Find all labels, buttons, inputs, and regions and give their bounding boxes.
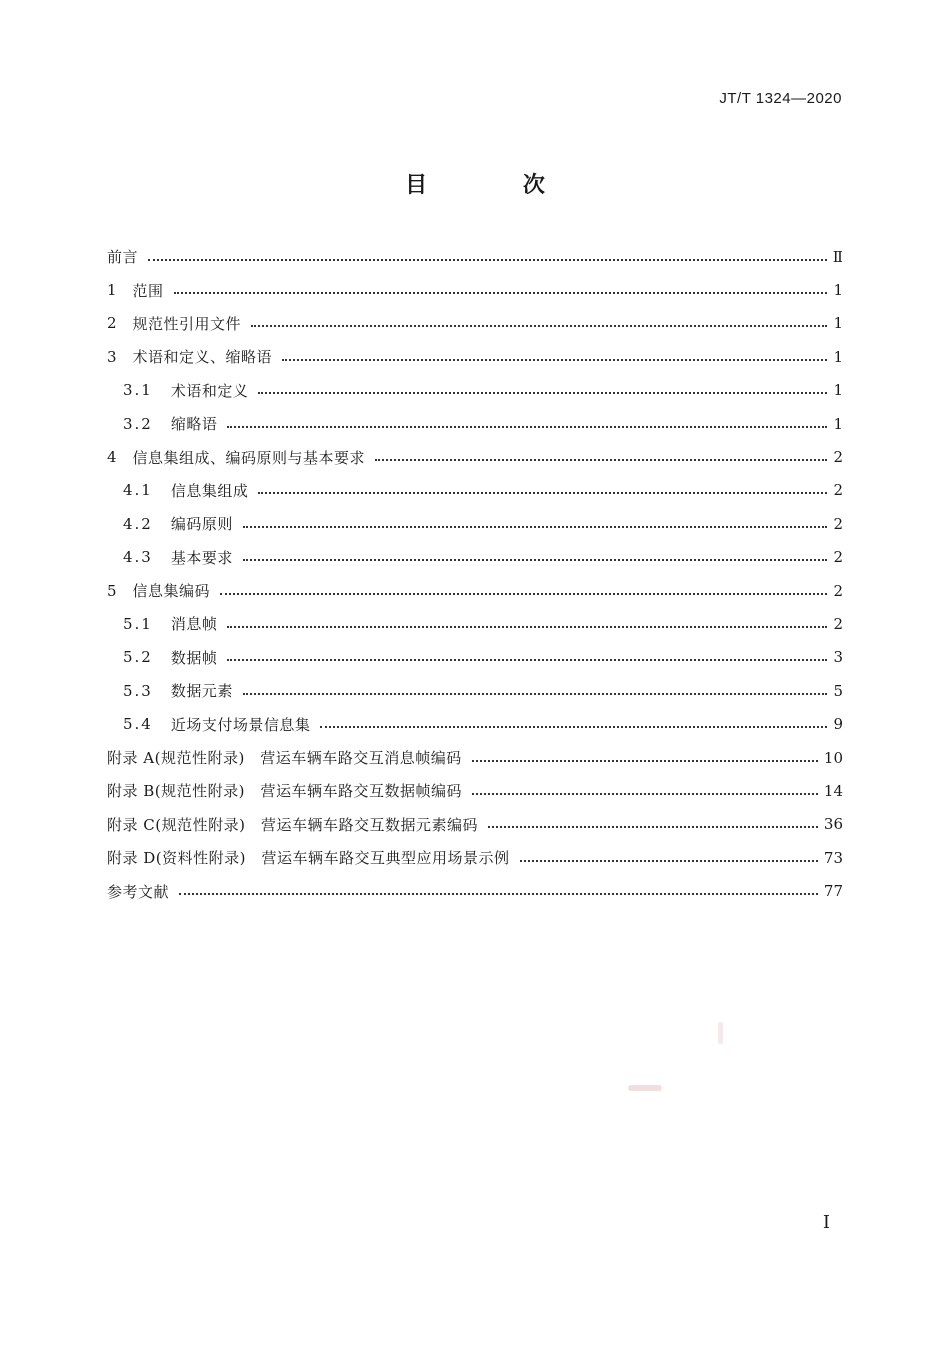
toc-leader-dots [243,693,827,695]
toc-entry-label: 术语和定义 [170,381,249,400]
table-of-contents [107,240,843,908]
toc-leader-dots [227,659,827,661]
toc-entry[interactable] [107,474,843,507]
toc-entry-page: 10 [823,748,843,767]
toc-entry-page: 1 [833,381,843,400]
toc-leader-dots [220,593,827,595]
toc-entry-number: 3 [107,347,117,366]
toc-entry[interactable] [107,707,843,740]
toc-entry-number: 4 [107,448,117,467]
toc-entry-number: 5.2 [123,648,153,667]
toc-entry-number: 2 [107,314,117,333]
toc-entry-label: 规范性引用文件 [132,314,242,333]
toc-entry-page: 2 [833,514,843,533]
toc-entry-number: 4.1 [123,481,153,500]
toc-entry-page: 1 [833,314,843,333]
page-number: I [822,1212,830,1233]
toc-entry-label: 附录 D(资料性附录) 营运车辆车路交互典型应用场景示例 [107,849,510,868]
toc-entry-number: 3.2 [123,414,153,433]
toc-leader-dots [375,459,827,461]
toc-entry-label: 近场支付场景信息集 [170,715,311,734]
toc-leader-dots [179,893,818,895]
toc-leader-dots [472,793,818,795]
toc-entry[interactable] [107,641,843,674]
toc-entry-label: 附录 B(规范性附录) 营运车辆车路交互数据帧编码 [107,782,462,801]
toc-leader-dots [227,626,827,628]
toc-entry[interactable] [107,741,843,774]
toc-leader-dots [320,726,827,728]
toc-entry-label: 前言 [107,248,139,267]
toc-entry-label: 编码原则 [170,515,233,534]
toc-entry-label: 基本要求 [170,548,233,567]
toc-entry-number: 5.3 [123,681,153,700]
toc-entry-page: 9 [833,715,843,734]
toc-entry-label: 数据元素 [170,682,233,701]
toc-entry[interactable] [107,507,843,540]
toc-entry[interactable] [107,340,843,373]
toc-entry-page: 36 [823,815,843,834]
toc-entry-page: 1 [833,347,843,366]
scan-smudge [628,1085,662,1091]
toc-leader-dots [243,559,827,561]
toc-entry-number: 5 [107,581,117,600]
toc-leader-dots [472,760,818,762]
toc-entry[interactable] [107,808,843,841]
toc-entry-page: 2 [833,481,843,500]
toc-entry-number: 5.1 [123,614,153,633]
toc-entry-number: 5.4 [123,715,153,734]
toc-entry-page: 1 [833,414,843,433]
toc-entry-page: Ⅱ [832,247,843,266]
toc-leader-dots [148,259,827,261]
toc-entry[interactable] [107,307,843,340]
toc-entry-number: 4.2 [123,514,153,533]
toc-entry-number: 1 [107,281,117,300]
toc-leader-dots [227,426,827,428]
toc-entry-page: 5 [833,681,843,700]
toc-entry-label: 信息集编码 [132,582,211,601]
toc-leader-dots [258,392,827,394]
toc-entry-number: 4.3 [123,548,153,567]
toc-entry[interactable] [107,674,843,707]
toc-entry[interactable] [107,440,843,473]
toc-entry-page: 14 [823,781,843,800]
toc-entry[interactable] [107,541,843,574]
toc-entry-label: 范围 [132,281,164,300]
toc-entry-label: 信息集组成、编码原则与基本要求 [132,448,366,467]
toc-leader-dots [258,492,827,494]
toc-entry-label: 缩略语 [170,415,218,434]
toc-entry-label: 参考文献 [107,882,170,901]
standard-code: JT/T 1324—2020 [719,90,842,107]
toc-entry-label: 数据帧 [170,648,218,667]
toc-entry[interactable] [107,273,843,306]
toc-leader-dots [488,826,818,828]
toc-leader-dots [520,860,818,862]
toc-entry-label: 附录 A(规范性附录) 营运车辆车路交互消息帧编码 [107,749,462,768]
toc-entry-label: 信息集组成 [170,481,249,500]
toc-leader-dots [243,526,827,528]
toc-entry-page: 3 [833,648,843,667]
toc-entry-page: 73 [823,848,843,867]
toc-entry[interactable] [107,574,843,607]
toc-entry-page: 2 [833,581,843,600]
toc-entry[interactable] [107,607,843,640]
toc-leader-dots [251,325,827,327]
toc-entry-label: 附录 C(规范性附录) 营运车辆车路交互数据元素编码 [107,815,478,834]
toc-entry-label: 消息帧 [170,615,218,634]
toc-entry[interactable] [107,874,843,907]
toc-entry-number: 3.1 [123,381,153,400]
toc-entry[interactable] [107,774,843,807]
toc-leader-dots [282,359,827,361]
toc-entry-page: 2 [833,448,843,467]
toc-entry-page: 77 [823,882,843,901]
toc-entry[interactable] [107,407,843,440]
toc-entry[interactable] [107,240,843,273]
scan-smudge [718,1022,723,1044]
toc-entry[interactable] [107,374,843,407]
page-title: 目 次 [405,173,589,198]
toc-entry-page: 2 [833,614,843,633]
toc-leader-dots [174,292,827,294]
toc-entry[interactable] [107,841,843,874]
toc-entry-page: 2 [833,548,843,567]
toc-entry-page: 1 [833,281,843,300]
toc-entry-label: 术语和定义、缩略语 [132,348,273,367]
